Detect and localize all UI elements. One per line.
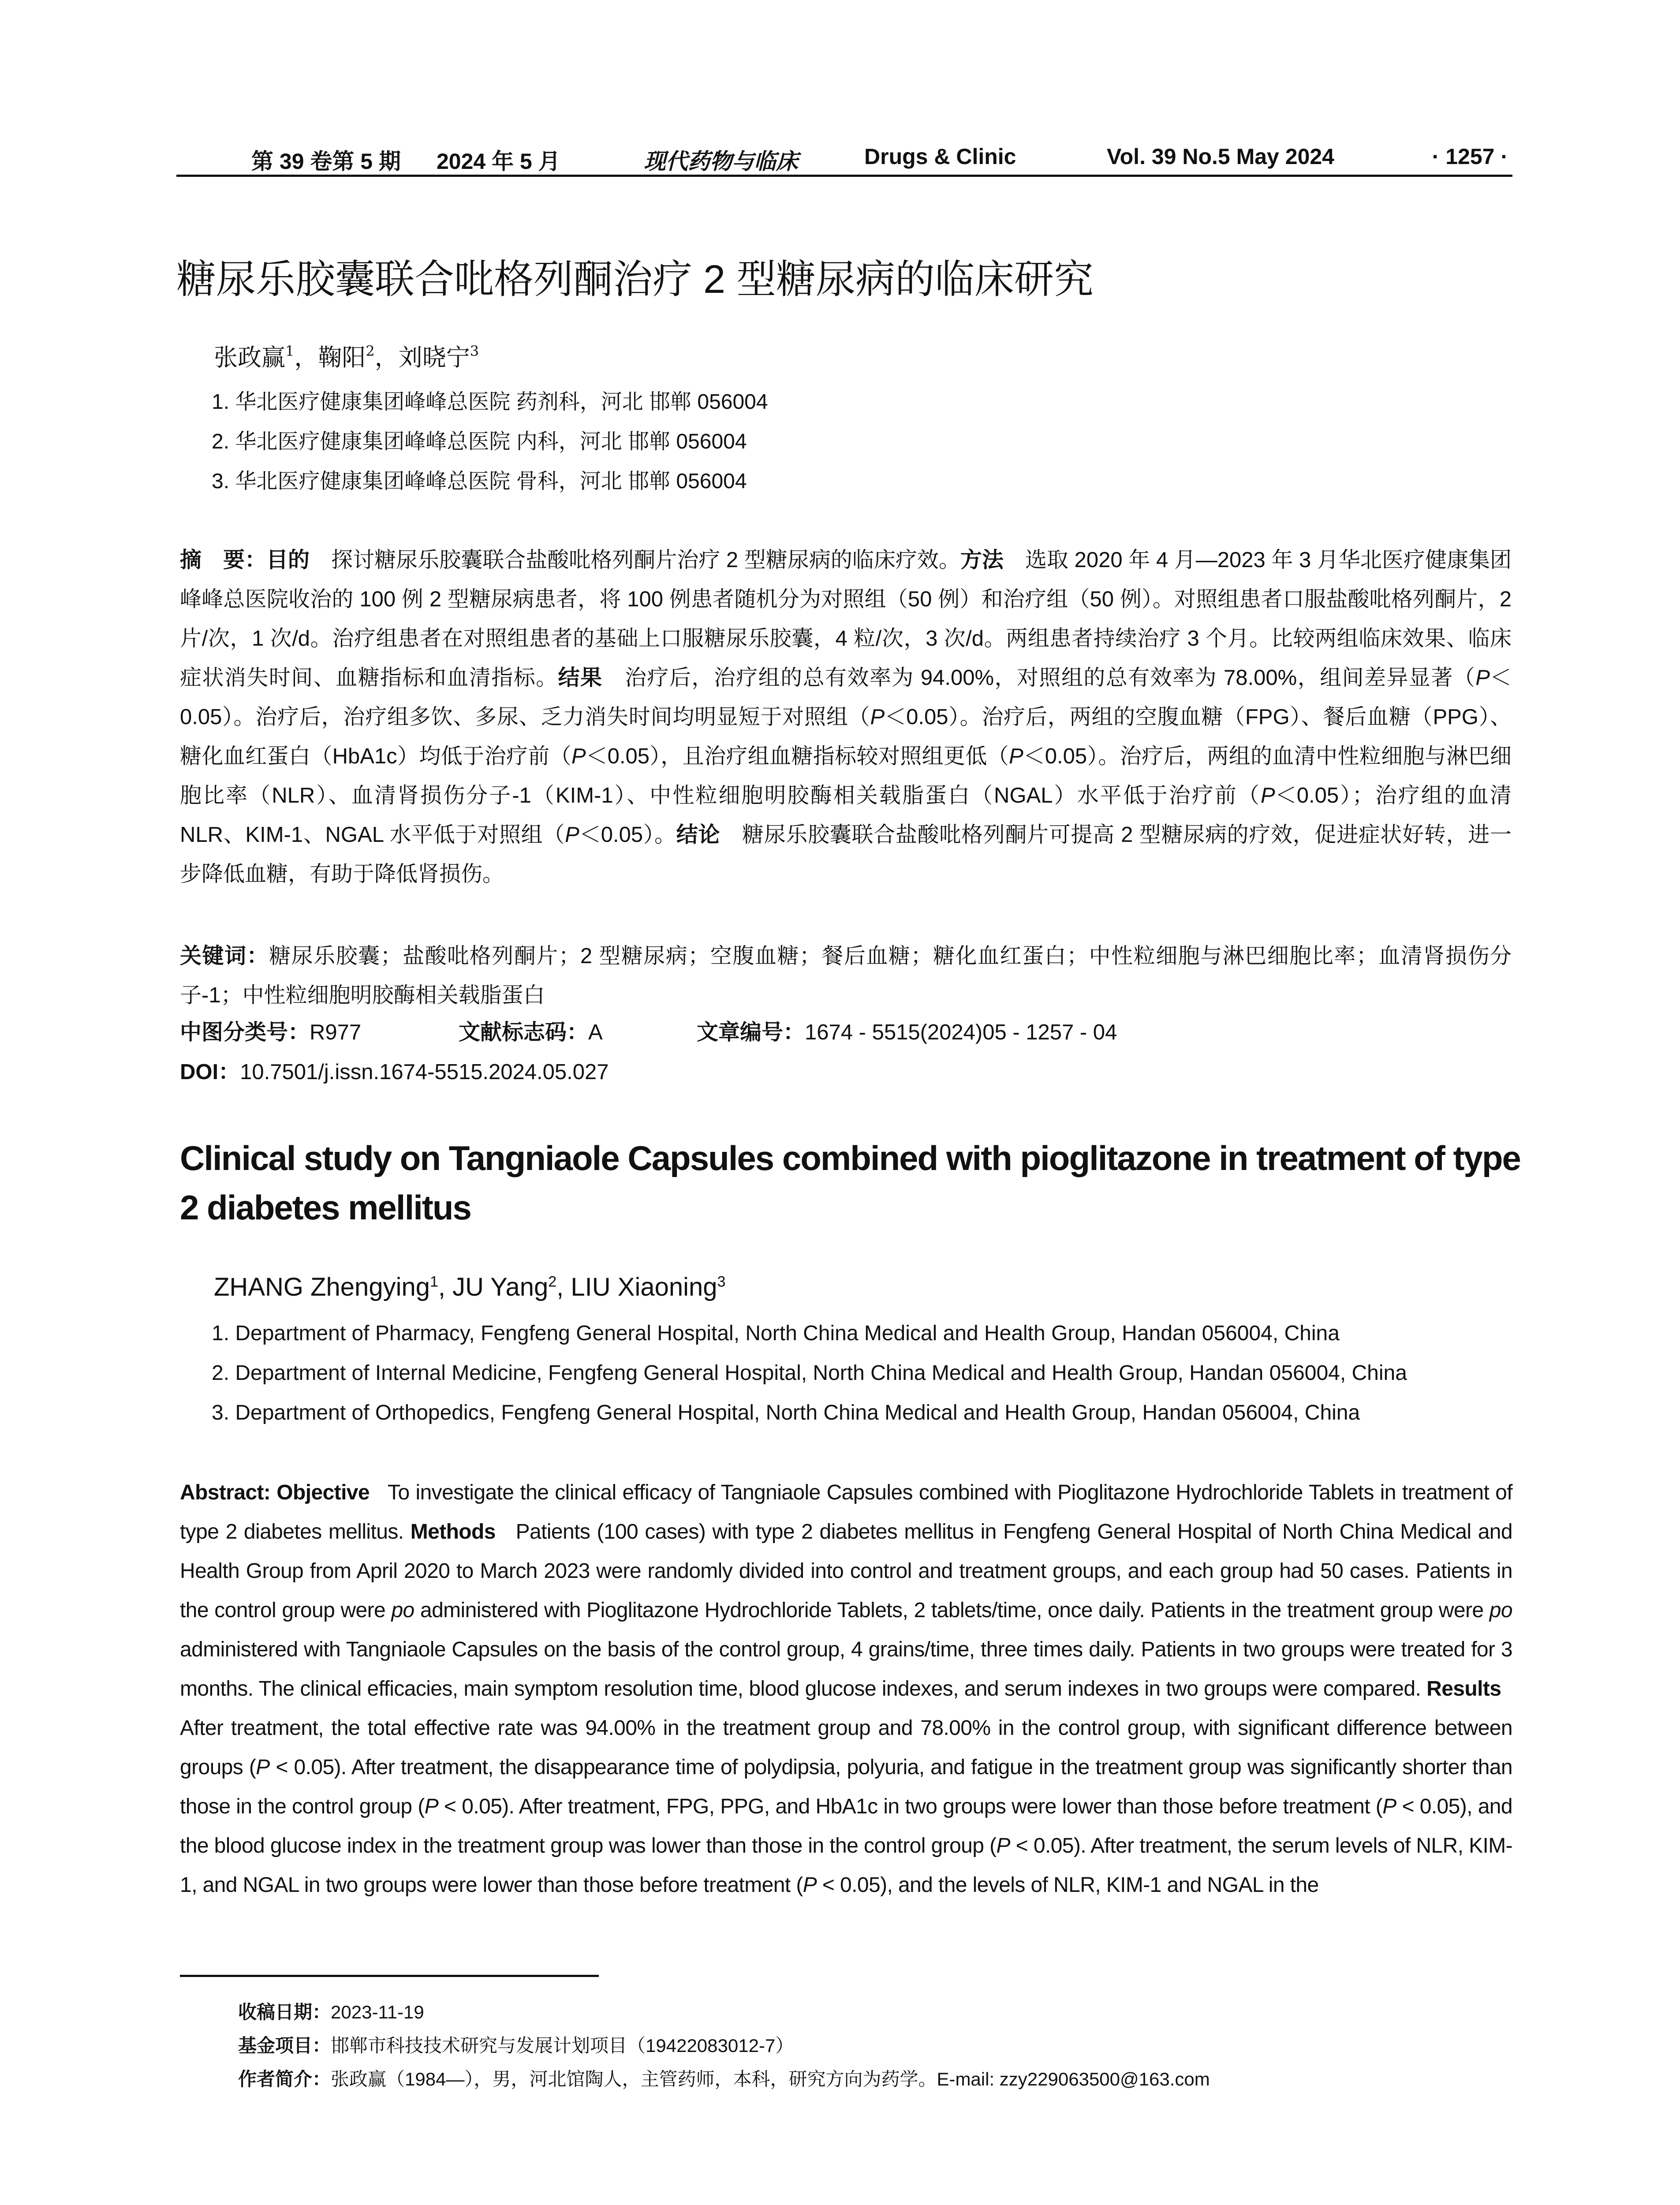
header-volume-en: Vol. 39 No.5 May 2024 [1107,144,1334,169]
clc-number [180,1015,361,1046]
received-label: 收稿日期： [238,2002,331,2022]
author-sep: , [556,1273,571,1301]
document-code [459,1015,603,1046]
affiliation-cn-1: 1. 华北医疗健康集团峰峰总医院 药剂科，河北 邯郸 056004 [212,390,768,414]
authors-en [214,1272,725,1302]
affiliation-en-1: 1. Department of Pharmacy, Fengfeng General Hospital, North China Medical and Health Group, Handan 056004, China [212,1322,1340,1345]
affiliation-cn-2: 2. 华北医疗健康集团峰峰总医院 内科，河北 邯郸 056004 [212,430,747,453]
results-text-en: < 0.05). After treatment, the serum levels of NLR, KIM-1, and NGAL in two groups were lower than those before treatment ( [180,1834,1512,1897]
header-date-cn: 2024 年 5 月 [437,149,560,174]
author-en-1: ZHANG Zhengying [214,1273,430,1301]
authors-cn [214,339,479,373]
affiliation-en-3: 3. Department of Orthopedics, Fengfeng General Hospital, North China Medical and Health Group, Handan 056004, China [212,1401,1360,1424]
fund-label: 基金项目： [238,2035,331,2056]
p-symbol: P [424,1795,439,1818]
results-text-en: < 0.05), and the levels of NLR, KIM-1 and NGAL in the [817,1873,1319,1897]
article-number-label: 文章编号： [697,1020,805,1044]
objective-label-en: Objective [276,1481,370,1504]
doi [180,1055,609,1086]
p-symbol: P [1009,744,1023,768]
bio-text: 张政赢（1984—），男，河北馆陶人，主管药师，本科，研究方向为药学。E-mail: zzy229063500@163.com [331,2069,1210,2089]
objective-text-en: To investigate the clinical efficacy of Tangniaole Capsules combined with Pioglitazone Hydrochloride Tablets in treatment of type 2 diabetes mellitus. [180,1481,1512,1544]
abstract-en-label: Abstract: [180,1481,271,1504]
author-cn-3: 刘晓宁 [398,344,470,371]
bio-label: 作者简介： [238,2069,331,2089]
author-cn-1-affil: 1 [285,343,295,359]
running-header [176,140,1512,177]
conclusion-label-cn: 结论 [676,823,721,847]
results-text-cn: 治疗后，治疗组的总有效率为 94.00%，对照组的总有效率为 78.00%，组间差异显著（ [602,666,1476,690]
author-sep: ， [294,344,318,371]
results-text-cn: ＜0.05），且治疗组血糖指标较对照组更低（ [586,744,1009,768]
footnote-fund [238,2031,794,2058]
methods-text-cn: 选取 2020 年 4 月—2023 年 3 月华北医疗健康集团峰峰总医院收治的 100 例 2 型糖尿病患者，将 100 例患者随机分为对照组（50 例）和治疗组（50 例）。对照组患者口服盐酸吡格列酮片，2 片/次，1 次/d。治疗组患者在对照组患者的基础上口服糖尿乐胶囊，4 粒/次，3 次/d。两组患者持续治疗 3 个月。比较两组临床效果、临床症状消失时间、血糖指标和血清指标。 [180,548,1512,690]
p-symbol: P [996,1834,1010,1857]
p-symbol: P [256,1756,270,1779]
methods-text-en: administered with Pioglitazone Hydrochloride Tablets, 2 tablets/time, once daily. Patients in the treatment group were [420,1599,1484,1622]
keywords-cn [180,937,1512,1016]
fund-text: 邯郸市科技技术研究与发展计划项目（19422083012-7） [331,2035,794,2056]
author-en-2-affil: 2 [548,1273,557,1290]
clc-label: 中图分类号： [180,1020,310,1044]
affiliation-en-2: 2. Department of Internal Medicine, Fengfeng General Hospital, North China Medical and Health Group, Handan 056004, China [212,1361,1407,1385]
received-date: 2023-11-19 [331,2002,424,2022]
keywords-label-cn: 关键词： [180,944,269,968]
methods-label-cn: 方法 [960,548,1004,572]
article-number-value: 1674 - 5515(2024)05 - 1257 - 04 [805,1020,1117,1044]
header-page-number: · 1257 · [1432,144,1508,169]
p-symbol: P [1261,784,1275,807]
results-text-cn: ＜0.05）。治疗后，治疗组多饮、多尿、乏力消失时间均明显短于对照组（ [180,666,1512,729]
methods-text-en: administered with Tangniaole Capsules on the basis of the control group, 4 grains/time, three times daily. Patients in two groups were treated for 3 months. The clinical efficacies, main symptom resolution time, blood glucose indexes, and serum indexes in two groups were compared. [180,1638,1512,1700]
objective-text-cn: 探讨糖尿乐胶囊联合盐酸吡格列酮片治疗 2 型糖尿病的临床疗效。 [310,548,960,572]
author-cn-3-affil: 3 [470,343,479,359]
results-text-cn: ＜0.05）。治疗后，两组的血清中性粒细胞与淋巴细胞比率（NLR）、血清肾损伤分子-1（KIM-1）、中性粒细胞明胶酶相关载脂蛋白（NGAL）水平低于治疗前（ [180,744,1512,807]
author-cn-1: 张政赢 [214,344,285,371]
header-volume-cn: 第 39 卷第 5 期 [251,149,401,174]
author-cn-2-affil: 2 [366,343,375,359]
results-text-cn: ＜0.05）。治疗后，两组的空腹血糖（FPG）、餐后血糖（PPG）、糖化血红蛋白（HbA1c）均低于治疗前（ [180,705,1512,768]
keywords-text-cn: 糖尿乐胶囊；盐酸吡格列酮片；2 型糖尿病；空腹血糖；餐后血糖；糖化血红蛋白；中性粒细胞与淋巴细胞比率；血清肾损伤分子-1；中性粒细胞明胶酶相关载脂蛋白 [180,944,1512,1007]
header-journal-cn: 现代药物与临床 [644,148,798,174]
methods-label-en: Methods [410,1520,496,1544]
abstract-cn [180,541,1512,933]
results-text-en: < 0.05). After treatment, the disappearance time of polydipsia, polyuria, and fatigue in the treatment group was significantly shorter than those in the control group ( [180,1756,1512,1818]
p-symbol: P [870,705,885,729]
results-label-cn: 结果 [558,666,603,690]
p-symbol: P [1475,666,1490,690]
conclusion-text-cn: 糖尿乐胶囊联合盐酸吡格列酮片可提高 2 型糖尿病的疗效，促进症状好转，进一步降低血糖，有助于降低肾损伤。 [180,823,1512,886]
clc-value: R977 [310,1020,362,1044]
footnote-received [238,1998,424,2024]
p-symbol: P [571,744,586,768]
p-symbol: P [565,823,579,847]
article-number [697,1015,1117,1046]
header-journal-en: Drugs & Clinic [864,144,1016,169]
author-cn-2: 鞠阳 [318,344,366,371]
article-title-en: Clinical study on Tangniaole Capsules combined with pioglitazone in treatment of type 2 diabetes mellitus [180,1139,1520,1227]
author-en-1-affil: 1 [429,1273,438,1290]
doc-code-label: 文献标志码： [459,1020,589,1044]
abstract-cn-label: 摘 要： [180,548,267,572]
po-term: po [1489,1599,1512,1622]
doc-code-value: A [588,1020,603,1044]
p-symbol: P [1382,1795,1396,1818]
doi-value: 10.7501/j.issn.1674-5515.2024.05.027 [240,1060,609,1084]
author-sep: , [438,1273,453,1301]
footnote-divider [180,1975,599,1977]
results-text-en: After treatment, the total effective rate was 94.00% in the treatment group and 78.00% in the control group, with significant difference between groups ( [180,1716,1512,1779]
results-text-cn: ＜0.05）；治疗组的血清 NLR、KIM-1、NGAL 水平低于对照组（ [180,784,1512,847]
author-en-2: JU Yang [452,1273,549,1301]
results-text-en: < 0.05), and the blood glucose index in the treatment group was lower than those in the control group ( [180,1795,1512,1857]
p-symbol: P [803,1873,817,1897]
results-label-en: Results [1426,1677,1501,1700]
objective-label-cn: 目的 [266,548,310,572]
author-sep: ， [374,344,399,371]
abstract-en [180,1473,1512,1905]
methods-text-en: Patients (100 cases) with type 2 diabetes mellitus in Fengfeng General Hospital of North China Medical and Health Group from April 2020 to March 2023 were randomly divided into control and treatment groups, and each group had 50 cases. Patients in the control group were [180,1520,1512,1622]
results-text-cn: ＜0.05）。 [579,823,676,847]
article-title-cn: 糖尿乐胶囊联合吡格列酮治疗 2 型糖尿病的临床研究 [176,258,1094,302]
footnote-author-bio [238,2065,1210,2091]
po-term: po [391,1599,414,1622]
author-en-3-affil: 3 [717,1273,726,1290]
doi-label: DOI： [180,1060,240,1084]
author-en-3: LIU Xiaoning [571,1273,717,1301]
affiliation-cn-3: 3. 华北医疗健康集团峰峰总医院 骨科，河北 邯郸 056004 [212,470,747,493]
results-text-en: < 0.05). After treatment, FPG, PPG, and HbA1c in two groups were lower than those before treatment ( [438,1795,1383,1818]
